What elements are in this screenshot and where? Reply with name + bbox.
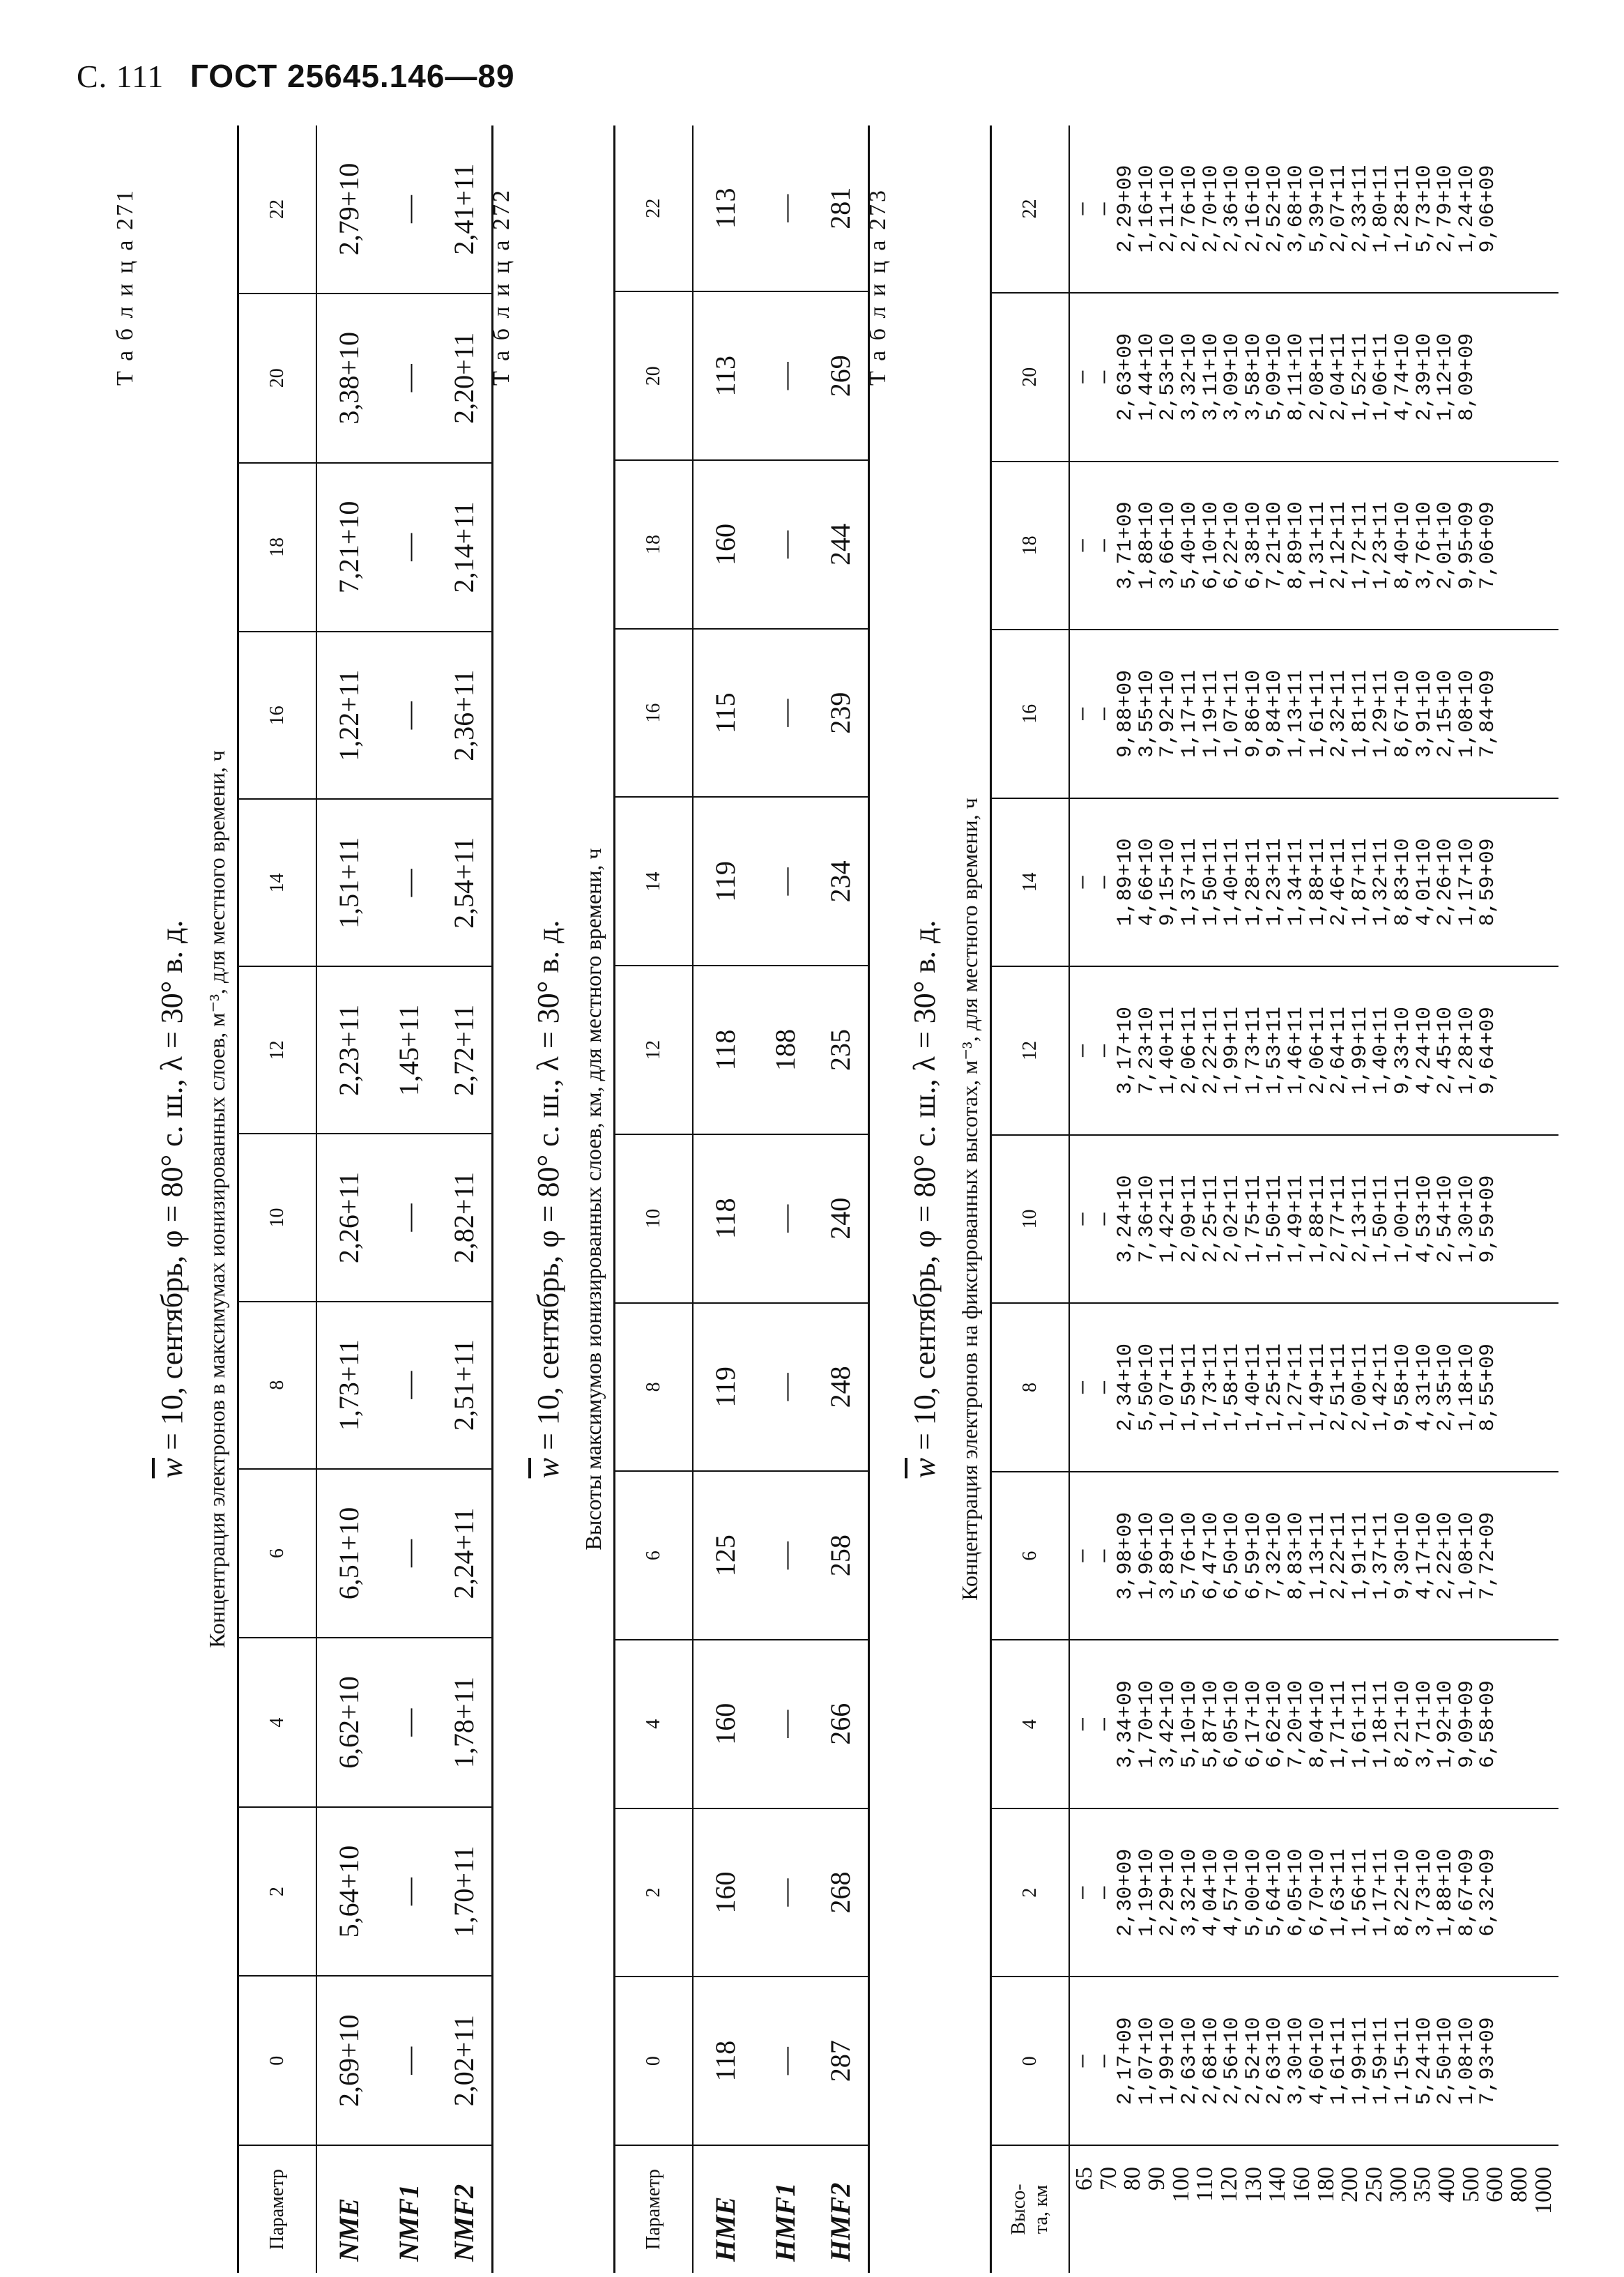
col-header-hour: 6 bbox=[991, 1472, 1070, 1640]
page-header bbox=[77, 57, 515, 95]
hour-column: — — 2,63+09 1,44+10 2,53+10 3,32+10 3,11+10 3,09+10 3,58+10 5,09+10 8,11+10 2,08+11 2,04+11 1,52+11 1,06+11 4,74+10 2,39+10 1,12+10 8,09+09 bbox=[1069, 293, 1558, 462]
col-header-hour: 0 bbox=[991, 1977, 1070, 2145]
table-273 bbox=[857, 125, 1558, 2273]
page-number: С. 111 bbox=[77, 59, 164, 94]
col-header-hour: 14 bbox=[238, 799, 317, 966]
table-272-subtitle: Высоты максимумов ионизированных слоев, км, для местного времени, ч bbox=[573, 125, 615, 2273]
hour-column: — — 3,98+09 1,96+10 3,89+10 5,76+10 6,47+10 6,50+10 6,59+10 7,32+10 8,83+10 1,13+11 2,22+11 1,91+11 1,37+11 9,30+10 4,17+10 2,22+10 1,08+10 7,72+09 bbox=[1069, 1472, 1558, 1640]
col-header-hour: 16 bbox=[615, 629, 694, 798]
table-271-subtitle: Концентрация электронов в максимумах ионизированных слоев, м⁻³, для местного времени, ч bbox=[197, 125, 238, 2273]
col-header-parameter: Параметр bbox=[238, 2145, 317, 2273]
col-header-altitude: Высо- та, км bbox=[991, 2145, 1070, 2273]
hour-column: — — 2,29+09 1,16+10 2,11+10 2,76+10 2,70+10 2,36+10 2,16+10 2,52+10 3,68+10 5,39+10 2,07+11 2,33+11 1,80+11 1,28+11 5,73+10 2,79+10 1,24+10 9,06+09 bbox=[1069, 125, 1558, 293]
table-row: HMF1 — — — — — — 188 — — — — — bbox=[757, 125, 813, 2273]
col-header-parameter: Параметр bbox=[615, 2145, 694, 2273]
col-header-hour: 6 bbox=[615, 1471, 694, 1640]
col-header-hour: 18 bbox=[238, 463, 317, 632]
col-header-hour: 10 bbox=[991, 1135, 1070, 1304]
col-header-hour: 0 bbox=[615, 1977, 694, 2145]
hour-column: — — 3,71+09 1,88+10 3,66+10 5,40+10 6,10+10 6,22+10 6,38+10 7,21+10 8,89+10 1,31+11 2,12+11 1,72+11 1,23+11 8,40+10 3,76+10 2,01+10 9,95+09 7,06+09 bbox=[1069, 462, 1558, 630]
col-header-hour: 4 bbox=[991, 1640, 1070, 1808]
table-273-label: Т а б л и ц а 273 bbox=[865, 188, 891, 386]
table-271-rotated bbox=[105, 125, 493, 2273]
table-271 bbox=[105, 125, 493, 2273]
hour-column: — — 3,34+09 1,70+10 3,42+10 5,10+10 5,87+10 6,05+10 6,17+10 6,62+10 7,20+10 8,04+10 1,71+11 1,61+11 1,18+11 8,21+10 3,71+10 1,92+10 9,09+09 6,58+09 bbox=[1069, 1640, 1558, 1808]
col-header-hour: 16 bbox=[991, 630, 1070, 798]
hour-column: — — 2,30+09 1,19+10 2,29+10 3,32+10 4,04+10 4,57+10 5,00+10 5,64+10 6,05+10 6,70+10 1,63+11 1,56+11 1,17+11 8,22+10 3,73+10 1,88+10 8,67+09 6,32+09 bbox=[1069, 1808, 1558, 1977]
table-row: NME 2,69+10 5,64+10 6,62+10 6,51+10 1,73+11 2,26+11 2,23+11 1,51+11 1,22+11 7,21+10 3,38+10 2,79+10 bbox=[316, 125, 381, 2273]
table-row: HME 118 160 160 125 119 118 118 119 115 160 113 113 bbox=[693, 125, 757, 2273]
col-header-hour: 12 bbox=[238, 966, 317, 1134]
table-271-title: $\overline{w} = 10$, сентябрь, φ = 80° с. ш., λ = 30° в. д. bbox=[154, 920, 189, 1479]
col-header-hour: 20 bbox=[991, 293, 1070, 462]
table-272-rotated bbox=[481, 125, 870, 2273]
table-273-title: $\overline{w} = 10$, сентябрь, φ = 80° с. ш., λ = 30° в. д. bbox=[907, 920, 942, 1479]
table-273-header-row bbox=[991, 125, 1070, 2273]
col-header-hour: 4 bbox=[238, 1638, 317, 1807]
table-271-header-row bbox=[238, 125, 317, 2273]
hour-column: — — 2,34+10 5,50+10 1,07+11 1,59+11 1,73+11 1,58+11 1,40+11 1,25+11 1,27+11 1,49+11 2,51+11 2,00+11 1,42+11 9,58+10 4,31+10 2,35+10 1,18+10 8,55+09 bbox=[1069, 1303, 1558, 1472]
hour-column: — — 2,17+09 1,07+10 1,99+10 2,63+10 2,68+10 2,56+10 2,52+10 2,63+10 3,30+10 4,60+10 1,61+11 1,99+11 1,59+11 1,15+11 5,24+10 2,50+10 1,08+10 7,93+09 bbox=[1069, 1977, 1558, 2145]
table-271-label: Т а б л и ц а 271 bbox=[112, 188, 138, 386]
table-271-block bbox=[105, 125, 480, 2273]
col-header-hour: 22 bbox=[991, 125, 1070, 293]
col-header-hour: 16 bbox=[238, 632, 317, 799]
col-header-hour: 8 bbox=[615, 1303, 694, 1472]
table-273-block bbox=[857, 125, 1596, 2273]
hour-column: — — 3,24+10 7,36+10 1,42+11 2,09+11 2,25+11 2,02+11 1,75+11 1,50+11 1,49+11 1,88+11 2,77+11 2,13+11 1,50+11 1,00+11 4,53+10 2,54+10 1,30+10 9,59+09 bbox=[1069, 1135, 1558, 1304]
hour-column: — — 1,89+10 4,66+10 9,15+10 1,37+11 1,50+11 1,40+11 1,28+11 1,23+11 1,34+11 1,88+11 2,46+11 1,87+11 1,32+11 8,83+10 4,01+10 2,26+10 1,17+10 8,59+09 bbox=[1069, 798, 1558, 967]
hour-column: — — 9,88+09 3,55+10 7,92+10 1,17+11 1,19+11 1,07+11 9,86+10 9,84+10 1,13+11 1,61+11 2,32+11 1,81+11 1,29+11 8,67+10 3,91+10 2,15+10 1,08+10 7,84+09 bbox=[1069, 630, 1558, 798]
col-header-hour: 8 bbox=[238, 1302, 317, 1469]
table-row: NMF1 — — — — — — 1,45+11 — — — — — bbox=[381, 125, 436, 2273]
table-row: HMF2 287 268 266 258 248 240 235 234 239 244 269 281 bbox=[813, 125, 868, 2273]
col-header-hour: 2 bbox=[238, 1807, 317, 1977]
col-header-hour: 18 bbox=[615, 460, 694, 629]
col-header-hour: 22 bbox=[238, 125, 317, 294]
col-header-hour: 14 bbox=[615, 798, 694, 966]
col-header-hour: 20 bbox=[615, 291, 694, 460]
table-272-title: $\overline{w} = 10$, сентябрь, φ = 80° с. ш., λ = 30° в. д. bbox=[530, 920, 565, 1479]
col-header-hour: 0 bbox=[238, 1976, 317, 2145]
table-273-subtitle: Концентрация электронов на фиксированных высотах, м⁻³, для местного времени, ч bbox=[949, 125, 991, 2273]
table-272-header-row bbox=[615, 125, 694, 2273]
table-272-label: Т а б л и ц а 272 bbox=[489, 188, 514, 386]
col-header-hour: 22 bbox=[615, 125, 694, 291]
col-header-hour: 10 bbox=[615, 1134, 694, 1303]
col-header-hour: 2 bbox=[615, 1808, 694, 1977]
col-header-hour: 10 bbox=[238, 1134, 317, 1301]
table-272 bbox=[481, 125, 870, 2273]
table-row bbox=[1069, 125, 1558, 2273]
col-header-hour: 2 bbox=[991, 1808, 1070, 1977]
table-273-rotated bbox=[857, 125, 1558, 2273]
table-row: NMF2 2,02+11 1,70+11 1,78+11 2,24+11 2,51+11 2,82+11 2,72+11 2,54+11 2,36+11 2,14+11 2,20+11 2,41+11 bbox=[436, 125, 492, 2273]
col-header-hour: 8 bbox=[991, 1303, 1070, 1472]
col-header-hour: 12 bbox=[615, 966, 694, 1134]
hour-column: — — 3,17+10 7,23+10 1,40+11 2,06+11 2,22+11 1,99+11 1,73+11 1,53+11 1,46+11 2,06+11 2,64+11 1,99+11 1,40+11 9,33+10 4,24+10 2,45+10 1,28+10 9,64+09 bbox=[1069, 966, 1558, 1135]
col-header-hour: 20 bbox=[238, 294, 317, 463]
altitude-column: 65 70 80 90 100 110 120 130 140 160 180 200 250 300 350 400 500 600 800 1000 bbox=[1071, 2167, 1556, 2214]
table-272-block bbox=[481, 125, 856, 2273]
gost-number: ГОСТ 25645.146—89 bbox=[190, 58, 515, 94]
col-header-hour: 4 bbox=[615, 1640, 694, 1808]
col-header-hour: 6 bbox=[238, 1469, 317, 1638]
col-header-hour: 12 bbox=[991, 966, 1070, 1135]
col-header-hour: 18 bbox=[991, 462, 1070, 630]
col-header-hour: 14 bbox=[991, 798, 1070, 967]
